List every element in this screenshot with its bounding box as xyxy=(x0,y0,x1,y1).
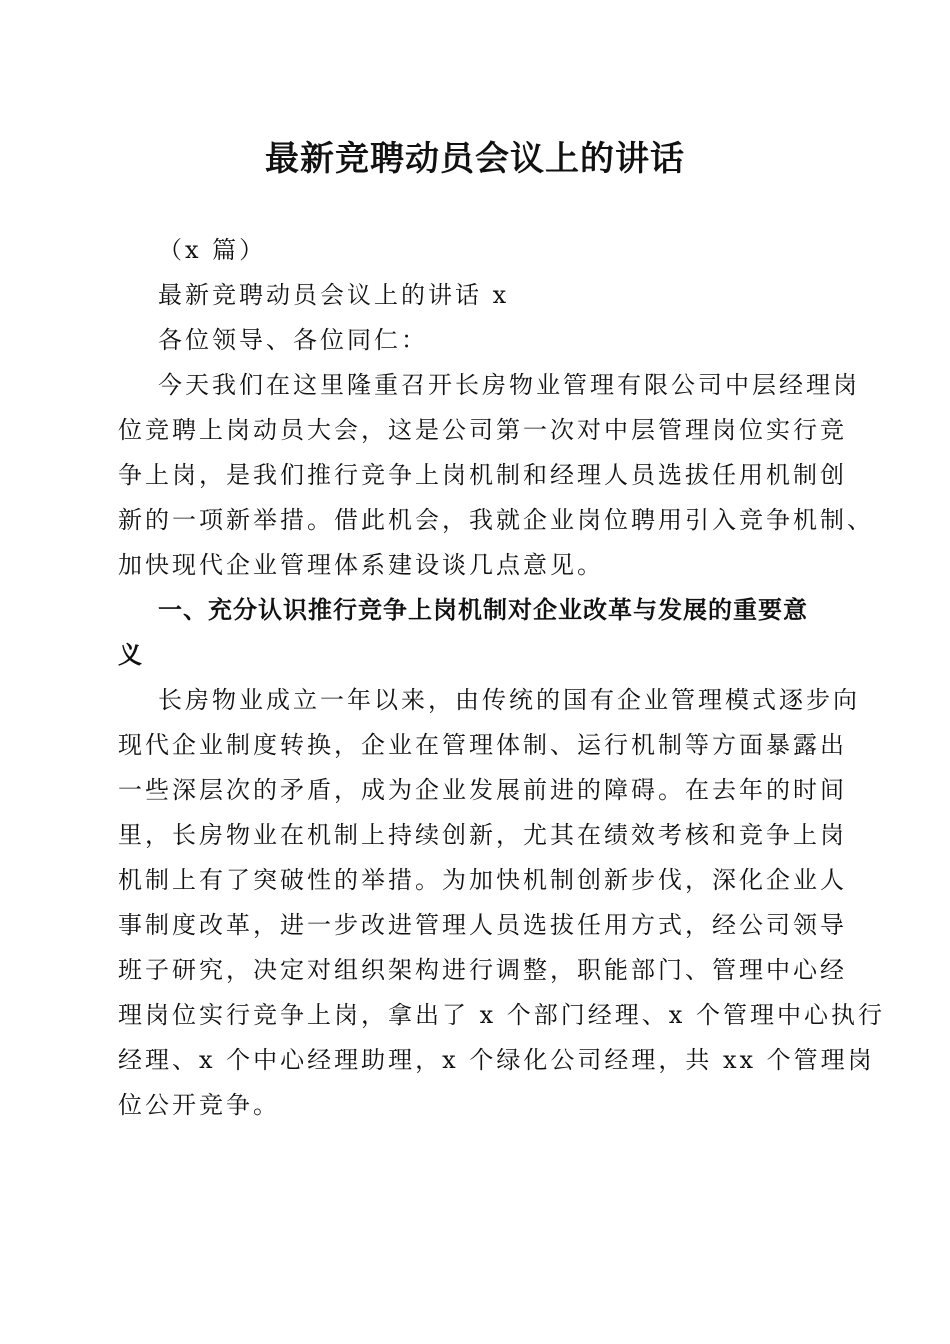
paragraph-line: 现代企业制度转换，企业在管理体制、运行机制等方面暴露出 xyxy=(118,731,847,759)
paragraph-line: 争上岗，是我们推行竞争上岗机制和经理人员选拔任用机制创 xyxy=(118,461,847,489)
paragraph-line: 理岗位实行竞争上岗，拿出了 x 个部门经理、x 个管理中心执行 xyxy=(118,1001,885,1029)
paragraph-line: 今天我们在这里隆重召开长房物业管理有限公司中层经理岗 xyxy=(158,371,860,399)
salutation: 各位领导、各位同仁： xyxy=(158,326,428,354)
paragraph-line: 班子研究，决定对组织架构进行调整，职能部门、管理中心经 xyxy=(118,956,847,984)
paragraph-line: 位公开竞争。 xyxy=(118,1091,280,1119)
paragraph-line: 新的一项新举措。借此机会，我就企业岗位聘用引入竞争机制、 xyxy=(118,506,874,534)
section-heading: 义 xyxy=(118,641,143,669)
paragraph-line: 事制度改革，进一步改进管理人员选拔任用方式，经公司领导 xyxy=(118,911,847,939)
text-line: 最新竞聘动员会议上的讲话 x xyxy=(158,281,510,309)
document-body xyxy=(118,228,885,1128)
paragraph-line: 里，长房物业在机制上持续创新，尤其在绩效考核和竞争上岗 xyxy=(118,821,847,849)
paragraph-line: 位竞聘上岗动员大会，这是公司第一次对中层管理岗位实行竞 xyxy=(118,416,847,444)
paragraph-line: 一些深层次的矛盾，成为企业发展前进的障碍。在去年的时间 xyxy=(118,776,847,804)
text-line: （x 篇） xyxy=(158,236,267,264)
page-title: 最新竞聘动员会议上的讲话 xyxy=(265,139,685,179)
section-heading: 一、充分认识推行竞争上岗机制对企业改革与发展的重要意 xyxy=(158,596,808,624)
paragraph-line: 机制上有了突破性的举措。为加快机制创新步伐，深化企业人 xyxy=(118,866,847,894)
paragraph-line: 加快现代企业管理体系建设谈几点意见。 xyxy=(118,551,604,579)
paragraph-line: 经理、x 个中心经理助理，x 个绿化公司经理，共 xx 个管理岗 xyxy=(118,1046,875,1074)
paragraph-line: 长房物业成立一年以来，由传统的国有企业管理模式逐步向 xyxy=(158,686,860,714)
